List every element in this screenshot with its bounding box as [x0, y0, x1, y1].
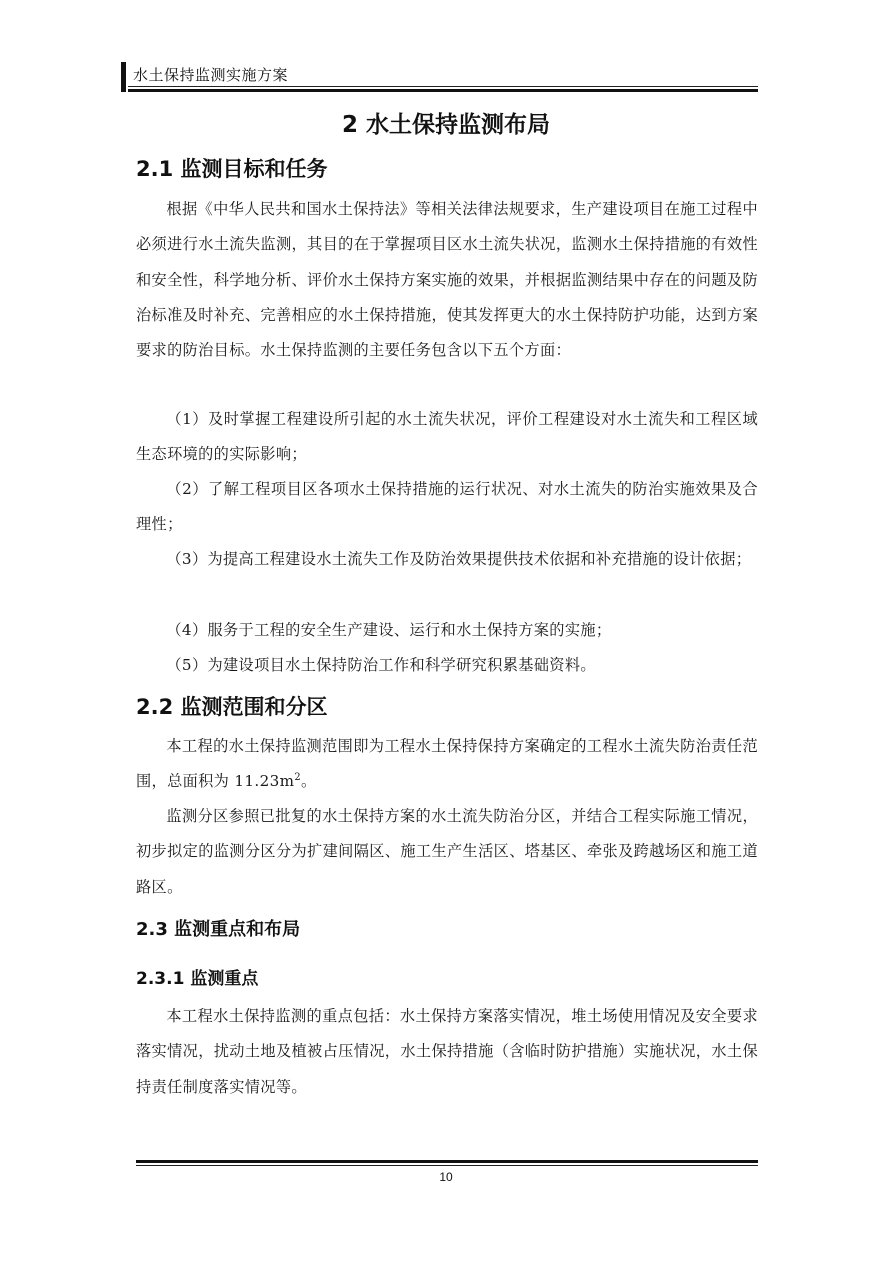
running-header-title: 水土保持监测实施方案	[133, 66, 289, 84]
section-heading-2-1: 2.1 监测目标和任务	[136, 157, 328, 181]
task-item-4: （4）服务于工程的安全生产建设、运行和水土保持方案的实施；	[166, 621, 612, 639]
chapter-title: 2 水土保持监测布局	[341, 112, 550, 138]
paragraph-monitoring-focus: 本工程水土保持监测的重点包括：水土保持方案落实情况，堆土场使用情况及安全要求落实情况，扰动土地及植被占压情况，水土保持措施（含临时防护措施）实施状况，水土保持责任制度落实情况等。	[136, 1007, 758, 1096]
header-accent-bar	[121, 62, 126, 92]
header-rule-thick	[128, 89, 758, 92]
paragraph-monitoring-zones: 监测分区参照已批复的水土保持方案的水土流失防治分区，并结合工程实际施工情况，初步拟定的监测分区分为扩建间隔区、施工生产生活区、塔基区、牵张及跨越场区和施工道路区。	[136, 807, 758, 896]
header-rule-thin	[128, 86, 758, 87]
paragraph-monitoring-scope	[136, 729, 758, 800]
monitoring-scope-text: 本工程的水土保持监测范围即为工程水土保持保持方案确定的工程水土流失防治责任范围，总面积为 11.23m	[136, 737, 758, 791]
area-unit-superscript: 2	[294, 772, 302, 784]
footer-rule-thick	[136, 1160, 758, 1163]
section-heading-2-3: 2.3 监测重点和布局	[136, 919, 301, 940]
task-item-5: （5）为建设项目水土保持防治工作和科学研究积累基础资料。	[166, 656, 596, 674]
page-number: 10	[439, 1170, 453, 1184]
section-heading-2-2: 2.2 监测范围和分区	[136, 695, 328, 719]
footer-rule-thin	[136, 1165, 758, 1166]
task-item-1: （1）及时掌握工程建设所引起的水土流失状况，评价工程建设对水土流失和工程区域生态环境的的实际影响；	[136, 410, 758, 464]
task-item-2: （2）了解工程项目区各项水土保持措施的运行状况、对水土流失的防治实施效果及合理性；	[136, 480, 758, 534]
paragraph-2-1-intro: 根据《中华人民共和国水土保持法》等相关法律法规要求，生产建设项目在施工过程中必须进行水土流失监测，其目的在于掌握项目区水土流失状况，监测水土保持措施的有效性和安全性，科学地分析、评价水土保持方案实施的效果，并根据监测结果中存在的问题及防治标准及时补充、完善相应的水土保持措施，使其发挥更大的水土保持防护功能，达到方案要求的防治目标。水土保持监测的主要任务包含以下五个方面：	[136, 200, 758, 360]
task-item-3: （3）为提高工程建设水土流失工作及防治效果提供技术依据和补充措施的设计依据；	[166, 550, 752, 568]
monitoring-scope-end: 。	[301, 772, 317, 791]
subsection-heading-2-3-1: 2.3.1 监测重点	[136, 969, 259, 989]
